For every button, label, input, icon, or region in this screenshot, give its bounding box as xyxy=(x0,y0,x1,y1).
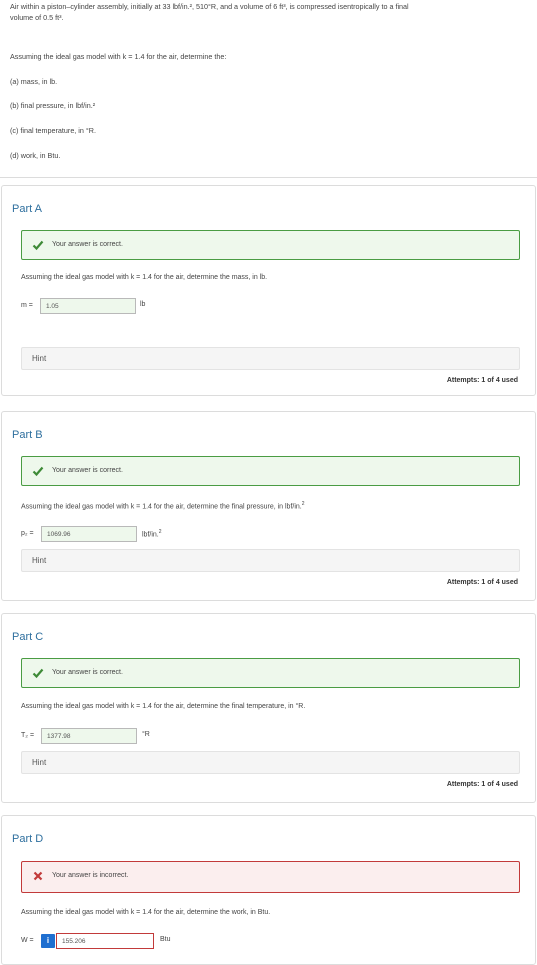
attempts-count: Attempts: 1 of 4 used xyxy=(446,781,518,788)
question-text: Assuming the ideal gas model with k = 1.4 for the air, determine the work, in Btu. xyxy=(21,909,271,916)
hint-button[interactable] xyxy=(21,751,520,774)
answer-input[interactable]: 1377.98 xyxy=(41,728,137,744)
feedback-message: Your answer is incorrect. xyxy=(52,872,129,879)
answer-input[interactable]: 1.05 xyxy=(40,298,136,314)
feedback-message: Your answer is correct. xyxy=(52,241,123,248)
question-text: Assuming the ideal gas model with k = 1.4 for the air, determine the mass, in lb. xyxy=(21,274,268,281)
feedback-message: Your answer is correct. xyxy=(52,669,123,676)
unit-superscript: 2 xyxy=(158,529,162,535)
variable-label: T₂ = xyxy=(21,732,35,739)
answer-input[interactable]: 1069.96 xyxy=(41,526,137,542)
check-icon xyxy=(32,667,44,679)
problem-assumption: Assuming the ideal gas model with k = 1.4 for the air, determine the: xyxy=(10,52,227,61)
part-b xyxy=(1,411,536,601)
check-icon xyxy=(32,239,44,251)
question-text xyxy=(21,501,305,510)
info-icon[interactable]: i xyxy=(41,934,55,948)
answer-input[interactable]: 155.206 xyxy=(56,933,154,949)
unit-label xyxy=(142,529,162,538)
check-icon xyxy=(32,465,44,477)
part-d xyxy=(1,815,536,965)
attempts-count: Attempts: 1 of 4 used xyxy=(446,579,518,586)
hint-label: Hint xyxy=(32,758,47,767)
unit-label: °R xyxy=(142,731,150,738)
problem-statement xyxy=(0,0,537,178)
part-title: Part C xyxy=(12,631,44,643)
unit-label: Btu xyxy=(160,936,171,943)
problem-intro-line: Air within a piston–cylinder assembly, initially at 33 lbf/in.², 510°R, and a volume of 6 ft³, is compressed isentropically to a final xyxy=(10,2,409,11)
variable-label: p₂ = xyxy=(21,530,34,537)
feedback-incorrect xyxy=(21,861,520,893)
unit-text: lbf/in. xyxy=(142,531,159,539)
problem-item-a: (a) mass, in lb. xyxy=(10,77,58,86)
problem-intro xyxy=(10,1,510,23)
hint-label: Hint xyxy=(32,556,47,565)
unit-label: lb xyxy=(140,301,146,308)
problem-item-d: (d) work, in Btu. xyxy=(10,151,61,160)
problem-item-b: (b) final pressure, in lbf/in.² xyxy=(10,101,96,110)
feedback-correct xyxy=(21,230,520,260)
problem-item-c: (c) final temperature, in °R. xyxy=(10,126,96,135)
feedback-correct xyxy=(21,456,520,486)
feedback-message: Your answer is correct. xyxy=(52,467,123,474)
question-body: Assuming the ideal gas model with k = 1.4 for the air, determine the final pressure, in lbf/in. xyxy=(21,503,302,511)
x-icon xyxy=(32,870,44,882)
question-superscript: 2 xyxy=(301,501,305,507)
variable-label: m = xyxy=(21,302,33,309)
feedback-correct xyxy=(21,658,520,688)
part-title: Part B xyxy=(12,429,43,441)
hint-label: Hint xyxy=(32,354,47,363)
part-title: Part D xyxy=(12,833,44,845)
part-c xyxy=(1,613,536,803)
hint-button[interactable] xyxy=(21,549,520,572)
attempts-count: Attempts: 1 of 4 used xyxy=(446,377,518,384)
part-a xyxy=(1,185,536,396)
variable-label: W = xyxy=(21,937,34,944)
hint-button[interactable] xyxy=(21,347,520,370)
question-text: Assuming the ideal gas model with k = 1.4 for the air, determine the final temperature, in °R. xyxy=(21,703,306,710)
part-title: Part A xyxy=(12,203,42,215)
problem-intro-line: volume of 0.5 ft³. xyxy=(10,13,64,22)
